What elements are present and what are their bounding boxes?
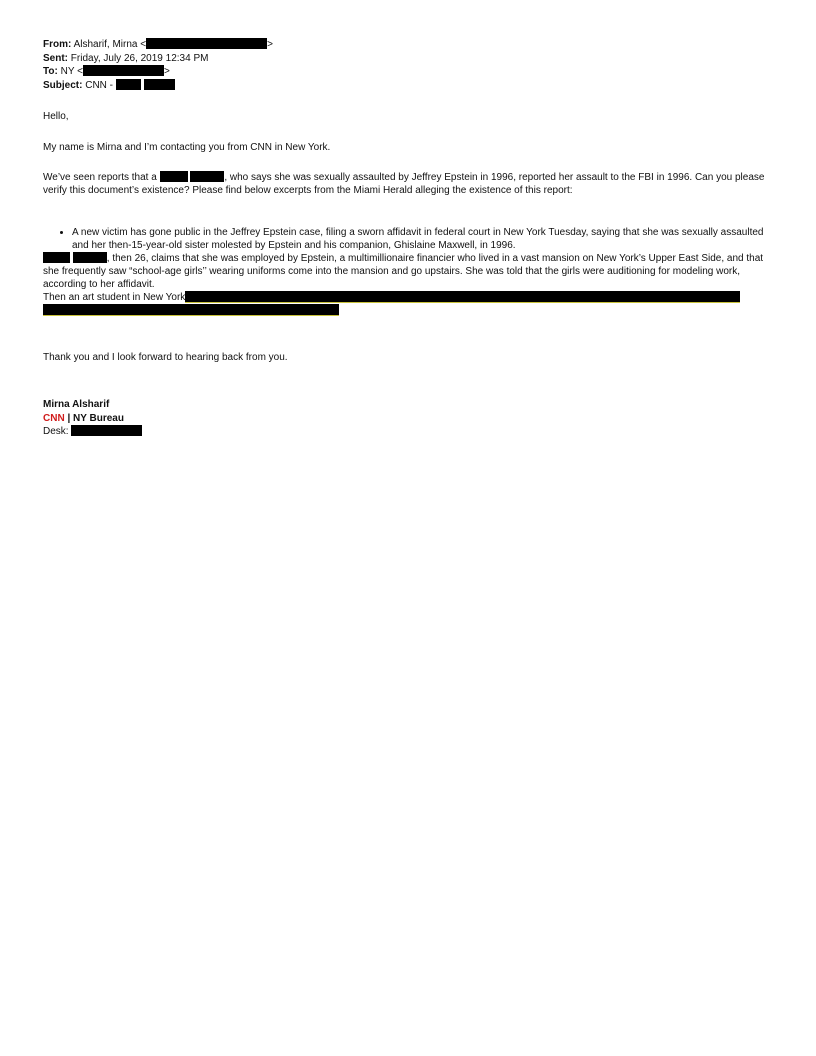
excerpt-paragraph-2 xyxy=(43,252,773,291)
excerpt-2-text: , then 26, claims that she was employed by Epstein, a multimillionaire financier who lived in a vast mansion on New York’s Upper East Side, and that she frequently saw “school-age girls’’ wearing uniforms come into the mansion and go upstairs. She was told that the girls were auditioning for modeling work, according to her affidavit. xyxy=(43,253,764,290)
redaction-excerpt-line-1 xyxy=(185,291,740,302)
cnn-logo-text: CNN xyxy=(43,412,65,424)
request-text-before: We’ve seen reports that a xyxy=(43,172,157,183)
subject-label: Subject: xyxy=(43,79,83,91)
email-document xyxy=(43,38,773,439)
from-close: > xyxy=(267,39,273,50)
from-line xyxy=(43,38,773,52)
redaction-name-last xyxy=(73,252,107,263)
signature-org-line xyxy=(43,412,773,426)
desk-label: Desk: xyxy=(43,426,69,437)
redaction-victim-last xyxy=(190,171,224,182)
to-close: > xyxy=(163,66,170,77)
intro-paragraph: My name is Mirna and I’m contacting you from CNN in New York. xyxy=(43,142,331,153)
to-label: To: xyxy=(43,66,58,77)
signature-bureau: NY Bureau xyxy=(73,412,124,424)
redaction-desk-phone xyxy=(71,425,142,436)
subject-line xyxy=(43,79,773,93)
sent-value: Friday, July 26, 2019 12:34 PM xyxy=(70,52,209,64)
redaction-victim-first xyxy=(160,171,188,182)
request-paragraph xyxy=(43,171,773,197)
signature-name: Mirna Alsharif xyxy=(43,399,110,410)
from-label: From: xyxy=(43,39,72,50)
excerpt-list xyxy=(43,226,773,252)
redaction-subject-2 xyxy=(144,79,175,90)
redaction-name-first xyxy=(43,252,70,263)
request-text-after: , who says she was sexually assaulted by Jeffrey Epstein in 1996, reported her assault to the FBI in 1996. Can you please verify this document’s existence? Please find below excerpts from the Miami Herald alleging the existence of this report: xyxy=(43,172,765,196)
greeting: Hello, xyxy=(43,111,69,122)
sent-line xyxy=(43,52,773,66)
closing-paragraph: Thank you and I look forward to hearing back from you. xyxy=(43,352,288,363)
subject-value: CNN - xyxy=(85,79,114,91)
redaction-from-email xyxy=(146,38,267,49)
excerpt-3-text: Then an art student in New York xyxy=(43,292,186,303)
from-value: Alsharif, Mirna < xyxy=(73,39,147,50)
redaction-subject-1 xyxy=(116,79,141,90)
excerpt-paragraph-3 xyxy=(43,291,773,317)
to-line xyxy=(43,65,773,79)
redaction-excerpt-line-2 xyxy=(43,304,339,315)
to-value: NY < xyxy=(60,66,83,77)
signature-block xyxy=(43,398,773,439)
redaction-to-email xyxy=(83,65,164,76)
sent-label: Sent: xyxy=(43,52,68,64)
signature-desk-line xyxy=(43,425,773,439)
signature-separator: | xyxy=(64,412,74,424)
excerpt-bullet: • A new victim has gone public in the Jeffrey Epstein case, filing a sworn affidavit in federal court in New York Tuesday, saying that she was sexually assaulted and her then-15-year-old sister molested by Epstein and his companion, Ghislaine Maxwell, in 1996. xyxy=(72,226,773,252)
